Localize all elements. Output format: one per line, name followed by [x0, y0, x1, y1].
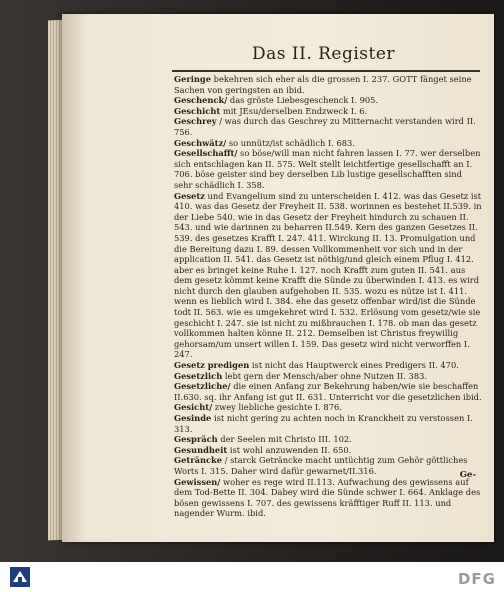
register-entry — [174, 477, 482, 519]
entry-head: Gesicht/ — [174, 402, 213, 413]
entry-text: bekehren sich eher als die grossen I. 237. GOTT fänget seine Sachen von geringsten an ibid. — [174, 74, 472, 95]
entry-head: Geträncke — [174, 455, 223, 466]
entry-text: woher es rege wird II.113. Aufwachung des gewissens auf dem Tod-Bette II. 304. Dabey wird die Sünde schwer I. 664. Anklage des bösen gewissens I. 707. des gewissens kräfftiger Ruff II. 113. und nagender Wurm. ibid. — [174, 476, 481, 519]
entry-text: so unnütz/ist schädlich I. 683. — [226, 137, 355, 148]
entry-text: und Evangelium sind zu unterscheiden I. 412. was das Gesetz ist 410. was das Gesetz der Freyheit II. 538. worinnen es bestehet II.539. in der Liebe 540. wie in das Gesetz der Freyheit hindurch zu schauen II. 543. und wie darinnen zu beharren II.549. Kern des ganzen Gesetzes II. 539. des gesetzes Krafft I. 247. 411. Wirckung II. 13. Promulgation und die Bereitung dazu I. 89. dessen Vollkommenheit vor sich und in der application II. 541. das Gesetz ist nöthig/und gleich einem Pflug I. 412. aber es bringet keine Ruhe I. 127. noch Krafft zum guten II. 541. aus dem gesetz kömmt keine Krafft die Sünde zu überwinden I. 413. es wird nicht durch den glauben aufgehoben II. 535. wozu es nütze ist I. 411. wenn es lieblich wird I. 384. ehe das gesetz offenbar wird/ist die Sünde todt II. 563. wie es umgekehret wird I. 532. Erlösung vom gesetz/wie sie geschicht I. 247. sie ist nicht zu mißbrauchen I. 178. ob man das gesetz vollkommen halten könne II. 212. Demselben ist Christus freywillig gehorsam/um unsert willen I. 159. Das gesetz wird nicht verworffen I. 247. — [174, 190, 482, 360]
entry-text: / was durch das Geschrey zu Mitternacht verstanden wird II. 756. — [174, 116, 476, 137]
entry-head: Gespräch — [174, 434, 218, 445]
register-entry — [174, 455, 482, 476]
entry-head: Gesellschafft/ — [174, 148, 238, 159]
register-entry — [174, 360, 482, 371]
register-entry — [174, 95, 482, 106]
entry-text: ist nicht gering zu achten noch in Kranckheit zu verstossen I. 313. — [174, 413, 473, 434]
register-entry — [174, 371, 482, 382]
entry-text: das gröste Liebesgeschenck I. 905. — [227, 95, 379, 106]
dfg-logo-icon: DFG — [457, 570, 496, 588]
entry-text: zwey liebliche gesichte I. 876. — [212, 402, 342, 413]
entry-head: Geschrey — [174, 116, 217, 127]
entry-head: Gesinde — [174, 413, 212, 423]
entry-head: Gesundheit — [174, 444, 228, 455]
entry-head: Gesetzlich — [174, 370, 223, 381]
entry-head: Gesetz predigen — [174, 360, 250, 371]
register-entry — [174, 381, 482, 402]
entry-head: Geschenck/ — [174, 95, 228, 106]
catchword: Ge- — [459, 470, 476, 480]
register-entry — [174, 138, 482, 149]
register-entry — [174, 434, 482, 445]
page-header: Das II. Register — [252, 44, 396, 64]
entry-text: lebt gern der Mensch/aber ohne Nutzen II. 383. — [222, 370, 428, 381]
register-entries — [174, 74, 482, 519]
entry-head: Gesetz — [174, 190, 205, 201]
register-entry — [174, 191, 482, 361]
register-entry — [174, 74, 482, 95]
entry-head: Gesetzliche/ — [174, 381, 231, 392]
register-entry — [174, 413, 482, 434]
entry-text: ist wohl anzuwenden II. 650. — [227, 444, 352, 455]
entry-head: Geschicht — [174, 105, 221, 116]
book-page — [62, 14, 494, 542]
entry-text: mit JEsu/derselben Endzweck I. 6. — [220, 105, 368, 116]
entry-text: so böse/will man nicht fahren lassen I. 77. wer derselben sich entschlagen kan II. 575. Welt stellt leichtfertige gesellschafft an I. 706. böse geister sind bey derselben Lib lustige gesellschafften sind sehr schädlich I. 358. — [174, 148, 481, 190]
library-logo-icon — [8, 565, 32, 589]
entry-head: Geschwätz/ — [174, 137, 227, 148]
entry-head: Geringe — [174, 74, 211, 84]
entry-text: / starck Geträncke macht untüchtig zum Gehör göttliches Worts I. 315. Daher wird dafür gewarnet/II.316. — [174, 455, 468, 476]
register-entry — [174, 106, 482, 117]
entry-text: der Seelen mit Christo III. 102. — [217, 434, 352, 445]
entry-text: ist nicht das Hauptwerck eines Predigers II. 470. — [249, 360, 459, 371]
register-entry — [174, 402, 482, 413]
register-entry — [174, 148, 482, 190]
header-rule — [172, 70, 480, 72]
register-entry — [174, 116, 482, 137]
entry-text: die einen Anfang zur Bekehrung haben/wie sie beschaffen II.630. sq. ihr Anfang ist gut II. 631. Unterricht vor die gesetzlichen ibid. — [174, 381, 482, 402]
entry-head: Gewissen/ — [174, 476, 221, 487]
register-entry — [174, 445, 482, 456]
viewer-footer — [0, 562, 504, 592]
